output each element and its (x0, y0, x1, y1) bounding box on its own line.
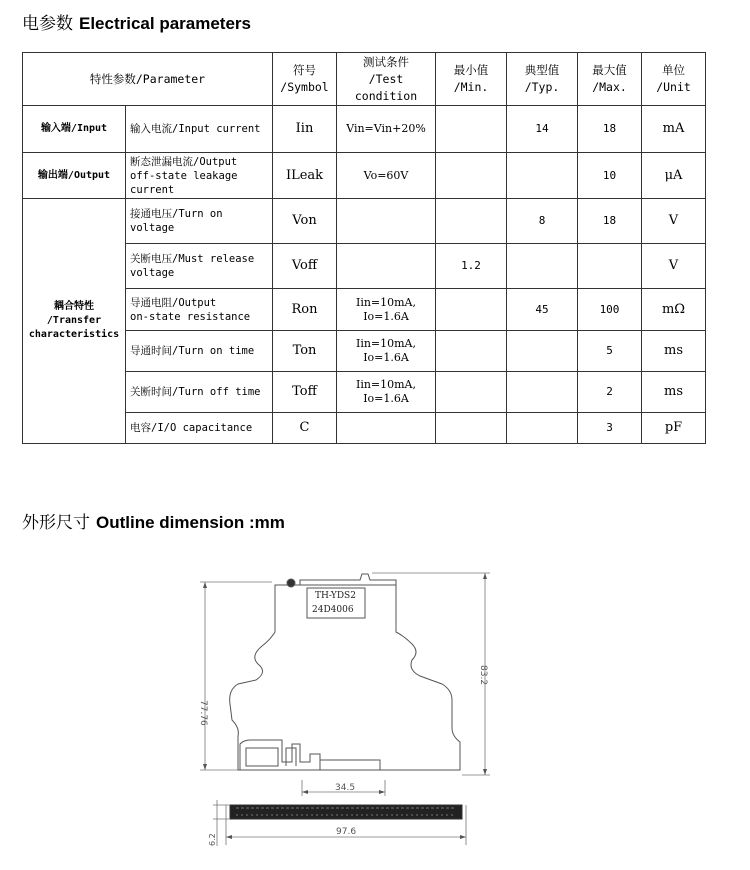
symbol-cell: ILeak (273, 153, 337, 199)
table-row (23, 153, 706, 199)
typ-cell: 45 (507, 289, 578, 331)
dim-height-right: 83.2 (478, 665, 488, 686)
dim-height-left: 77.76 (198, 700, 208, 726)
param-cell: 电容/I/O capacitance (126, 413, 273, 444)
unit-cell: μA (642, 153, 706, 199)
param-cell: 关断电压/Must release voltage (126, 244, 273, 289)
header-min: 最小值 /Min. (436, 53, 507, 106)
min-cell (436, 106, 507, 153)
param-cell: 接通电压/Turn on voltage (126, 199, 273, 244)
outline-dimension-heading (22, 508, 285, 533)
condition-cell (337, 413, 436, 444)
max-cell: 10 (578, 153, 642, 199)
electrical-parameters-heading-cn: 电参数 (22, 14, 73, 33)
condition-cell: Vo=60V (337, 153, 436, 199)
symbol-cell: Toff (273, 372, 337, 413)
max-cell: 100 (578, 289, 642, 331)
unit-cell: ms (642, 372, 706, 413)
outline-dimension-heading-cn: 外形尺寸 (22, 513, 90, 532)
param-cell: 输入电流/Input current (126, 106, 273, 153)
symbol-cell: C (273, 413, 337, 444)
table-row (23, 289, 706, 331)
typ-cell: 8 (507, 199, 578, 244)
typ-cell: 14 (507, 106, 578, 153)
condition-cell (337, 244, 436, 289)
condition-cell: Iin=10mA, Io=1.6A (337, 289, 436, 331)
label-code: 24D4006 (312, 605, 354, 615)
outline-dimension-heading-en: Outline dimension :mm (96, 513, 285, 532)
max-cell: 18 (578, 199, 642, 244)
bottom-view-strip (230, 805, 462, 819)
unit-cell: V (642, 244, 706, 289)
header-symbol: 符号 /Symbol (273, 53, 337, 106)
symbol-cell: Voff (273, 244, 337, 289)
header-condition: 测试条件 /Test condition (337, 53, 436, 106)
max-cell: 5 (578, 331, 642, 372)
max-cell (578, 244, 642, 289)
knob (287, 579, 295, 587)
symbol-cell: Iin (273, 106, 337, 153)
min-cell (436, 153, 507, 199)
min-cell: 1.2 (436, 244, 507, 289)
min-cell (436, 331, 507, 372)
dim-thickness: 6.2 (208, 833, 217, 846)
group-transfer: 耦合特性 /Transfer characteristics (23, 199, 126, 444)
typ-cell (507, 413, 578, 444)
table-row (23, 372, 706, 413)
unit-cell: ms (642, 331, 706, 372)
table-row (23, 413, 706, 444)
max-cell: 18 (578, 106, 642, 153)
condition-cell: Iin=10mA, Io=1.6A (337, 331, 436, 372)
electrical-parameters-heading (22, 9, 251, 34)
param-cell: 断态泄漏电流/Output off-state leakage current (126, 153, 273, 199)
unit-cell: mΩ (642, 289, 706, 331)
outline-drawing (0, 540, 750, 870)
unit-cell: pF (642, 413, 706, 444)
dim-width-inner: 34.5 (335, 783, 356, 793)
symbol-cell: Von (273, 199, 337, 244)
electrical-parameters-table (22, 52, 706, 444)
symbol-cell: Ron (273, 289, 337, 331)
table-row (23, 106, 706, 153)
param-cell: 导通电阻/Output on-state resistance (126, 289, 273, 331)
condition-cell: Vin=Vin+20% (337, 106, 436, 153)
group-output: 输出端/Output (23, 153, 126, 199)
header-unit: 单位 /Unit (642, 53, 706, 106)
table-header-row (23, 53, 706, 106)
min-cell (436, 199, 507, 244)
typ-cell (507, 372, 578, 413)
min-cell (436, 372, 507, 413)
label-model: TH-YDS2 (315, 591, 356, 601)
condition-cell: Iin=10mA, Io=1.6A (337, 372, 436, 413)
unit-cell: V (642, 199, 706, 244)
table-row (23, 331, 706, 372)
min-cell (436, 289, 507, 331)
unit-cell: mA (642, 106, 706, 153)
electrical-parameters-heading-en: Electrical parameters (79, 14, 251, 33)
param-cell: 关断时间/Turn off time (126, 372, 273, 413)
typ-cell (507, 331, 578, 372)
symbol-cell: Ton (273, 331, 337, 372)
max-cell: 2 (578, 372, 642, 413)
table-row (23, 244, 706, 289)
header-typ: 典型值 /Typ. (507, 53, 578, 106)
min-cell (436, 413, 507, 444)
header-parameter: 特性参数/Parameter (23, 53, 273, 106)
table-row (23, 199, 706, 244)
typ-cell (507, 153, 578, 199)
param-cell: 导通时间/Turn on time (126, 331, 273, 372)
typ-cell (507, 244, 578, 289)
dim-length: 97.6 (336, 827, 357, 837)
group-input: 输入端/Input (23, 106, 126, 153)
condition-cell (337, 199, 436, 244)
header-max: 最大值 /Max. (578, 53, 642, 106)
max-cell: 3 (578, 413, 642, 444)
